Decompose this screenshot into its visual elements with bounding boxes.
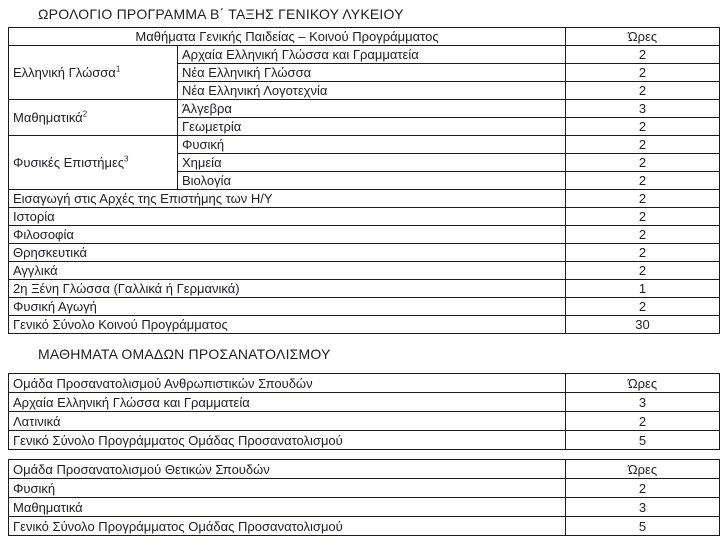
subject-cell: Νέα Ελληνική Γλώσσα <box>178 64 566 82</box>
hours-cell: 2 <box>566 136 720 154</box>
hours-cell: 2 <box>566 82 720 100</box>
hours-cell: 2 <box>566 298 720 316</box>
hours-cell: 3 <box>566 498 720 517</box>
subject-cell: Φυσική Αγωγή <box>9 298 566 316</box>
table-row <box>9 517 720 536</box>
subject-cell: Φυσική <box>9 479 566 498</box>
subject-cell: Βιολογία <box>178 172 566 190</box>
subject-cell: Μαθηματικά <box>9 498 566 517</box>
subject-cell: Άλγεβρα <box>178 100 566 118</box>
subject-cell: Αρχαία Ελληνική Γλώσσα και Γραμματεία <box>9 393 566 412</box>
total-hours-cell: 5 <box>566 517 720 536</box>
subject-cell: Αρχαία Ελληνική Γλώσσα και Γραμματεία <box>178 46 566 64</box>
table-row <box>9 244 720 262</box>
table-row <box>9 46 720 64</box>
table-row <box>9 498 720 517</box>
hours-cell: 2 <box>566 208 720 226</box>
subject-cell: Φυσική <box>178 136 566 154</box>
subject-cell: Λατινικά <box>9 412 566 431</box>
table-row <box>9 298 720 316</box>
orientation-section-title: ΜΑΘΗΜΑΤΑ ΟΜΑΔΩΝ ΠΡΟΣΑΝΑΤΟΛΙΣΜΟΥ <box>38 346 331 362</box>
footnote-marker: 3 <box>124 154 129 164</box>
general-education-table <box>8 27 720 334</box>
total-cell: Γενικό Σύνολο Προγράμματος Ομάδας Προσανατολισμού <box>9 431 566 450</box>
total-cell: Γενικό Σύνολο Προγράμματος Ομάδας Προσανατολισμού <box>9 517 566 536</box>
hours-cell: 1 <box>566 280 720 298</box>
general-table-title-cell: Μαθήματα Γενικής Παιδείας – Κοινού Προγράμματος <box>9 28 566 46</box>
general-table-header-row <box>9 28 720 46</box>
hours-cell: 2 <box>566 412 720 431</box>
footnote-marker: 1 <box>115 64 121 74</box>
subject-cell: Αγγλικά <box>9 262 566 280</box>
humanities-orientation-table <box>8 373 720 450</box>
table-row <box>9 226 720 244</box>
hours-cell: 2 <box>566 244 720 262</box>
humanities-table-hours-header: Ώρες <box>566 374 720 393</box>
group-cell-greek-language <box>9 46 178 100</box>
group-label: Μαθηματικά <box>13 110 83 125</box>
table-row <box>9 280 720 298</box>
subject-cell: Εισαγωγή στις Αρχές της Επιστήμης των Η/Υ <box>9 190 566 208</box>
hours-cell: 2 <box>566 64 720 82</box>
hours-cell: 3 <box>566 393 720 412</box>
science-table-header-row <box>9 460 720 479</box>
hours-cell: 2 <box>566 154 720 172</box>
total-hours-cell: 30 <box>566 316 720 334</box>
science-orientation-table <box>8 459 720 536</box>
hours-cell: 2 <box>566 46 720 64</box>
hours-cell: 3 <box>566 100 720 118</box>
hours-cell: 2 <box>566 226 720 244</box>
total-hours-cell: 5 <box>566 431 720 450</box>
table-row <box>9 136 720 154</box>
subject-cell: Θρησκευτικά <box>9 244 566 262</box>
table-row <box>9 190 720 208</box>
hours-cell: 2 <box>566 262 720 280</box>
hours-cell: 2 <box>566 118 720 136</box>
subject-cell: 2η Ξένη Γλώσσα (Γαλλικά ή Γερμανικά) <box>9 280 566 298</box>
footnote-marker: 2 <box>82 109 88 119</box>
group-label: Φυσικές Επιστήμες <box>13 155 125 170</box>
table-row <box>9 208 720 226</box>
science-table-hours-header: Ώρες <box>566 460 720 479</box>
table-row <box>9 316 720 334</box>
subject-cell: Φιλοσοφία <box>9 226 566 244</box>
hours-cell: 2 <box>566 190 720 208</box>
humanities-table-title-cell: Ομάδα Προσανατολισμού Ανθρωπιστικών Σπουδών <box>9 374 566 393</box>
table-row <box>9 412 720 431</box>
table-row <box>9 479 720 498</box>
table-row <box>9 100 720 118</box>
hours-cell: 2 <box>566 172 720 190</box>
humanities-table-header-row <box>9 374 720 393</box>
table-row <box>9 262 720 280</box>
group-cell-mathematics <box>9 100 178 136</box>
subject-cell: Γεωμετρία <box>178 118 566 136</box>
group-label: Ελληνική Γλώσσα <box>13 65 116 80</box>
general-table-hours-header: Ώρες <box>566 28 720 46</box>
total-cell: Γενικό Σύνολο Κοινού Προγράμματος <box>9 316 566 334</box>
subject-cell: Ιστορία <box>9 208 566 226</box>
hours-cell: 2 <box>566 479 720 498</box>
science-table-title-cell: Ομάδα Προσανατολισμού Θετικών Σπουδών <box>9 460 566 479</box>
page-title: ΩΡΟΛΟΓΙΟ ΠΡΟΓΡΑΜΜΑ Β΄ ΤΑΞΗΣ ΓΕΝΙΚΟΥ ΛΥΚΕΙΟΥ <box>38 6 404 22</box>
subject-cell: Χημεία <box>178 154 566 172</box>
subject-cell: Νέα Ελληνική Λογοτεχνία <box>178 82 566 100</box>
group-cell-natural-sciences <box>9 136 178 190</box>
table-row <box>9 431 720 450</box>
table-row <box>9 393 720 412</box>
